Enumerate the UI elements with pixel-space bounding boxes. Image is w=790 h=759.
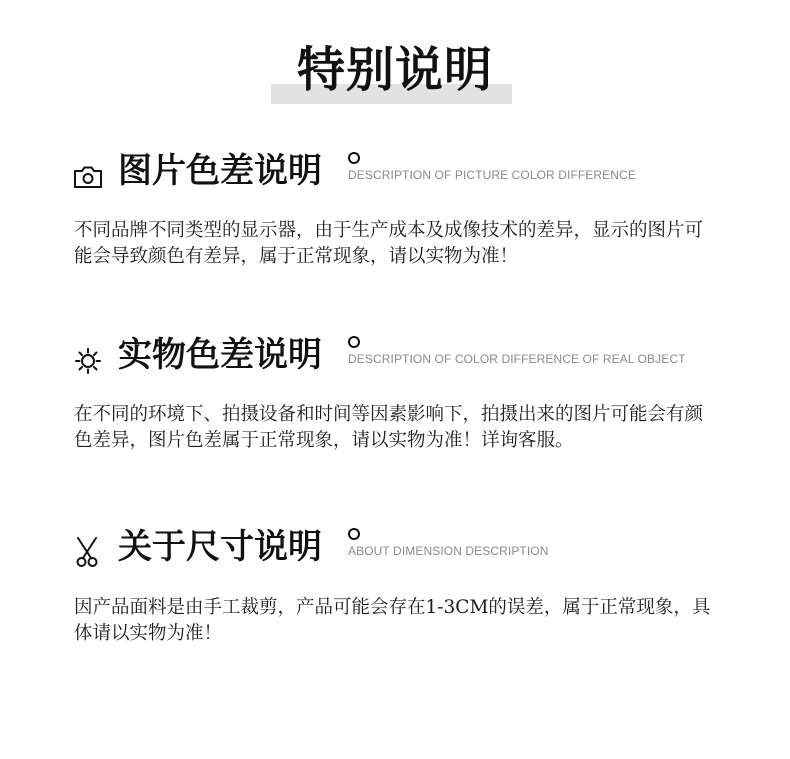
page-header bbox=[0, 40, 790, 110]
scissors-icon bbox=[72, 536, 104, 568]
camera-icon bbox=[72, 160, 104, 192]
section-title: 图片色差说明 bbox=[118, 151, 322, 191]
section-title: 实物色差说明 bbox=[118, 335, 322, 375]
page-title: 特别说明 bbox=[296, 42, 493, 98]
circle-dot-icon bbox=[348, 152, 360, 164]
section-subtitle: DESCRIPTION OF COLOR DIFFERENCE OF REAL OBJECT bbox=[348, 352, 686, 366]
section-subtitle: ABOUT DIMENSION DESCRIPTION bbox=[348, 544, 549, 558]
sun-icon bbox=[72, 344, 104, 376]
section-body: 因产品面料是由手工裁剪，产品可能会存在1-3CM的误差，属于正常现象，具体请以实物为准！ bbox=[74, 597, 711, 644]
circle-dot-icon bbox=[348, 528, 360, 540]
circle-dot-icon bbox=[348, 336, 360, 348]
section-body: 在不同的环境下、拍摄设备和时间等因素影响下，拍摄出来的图片可能会有颜色差异，图片色差属于正常现象，请以实物为准！详询客服。 bbox=[74, 404, 704, 451]
section-title: 关于尺寸说明 bbox=[118, 527, 322, 567]
section-body: 不同品牌不同类型的显示器，由于生产成本及成像技术的差异，显示的图片可能会导致颜色有差异，属于正常现象，请以实物为准！ bbox=[74, 220, 704, 267]
section-subtitle: DESCRIPTION OF PICTURE COLOR DIFFERENCE bbox=[348, 168, 636, 182]
